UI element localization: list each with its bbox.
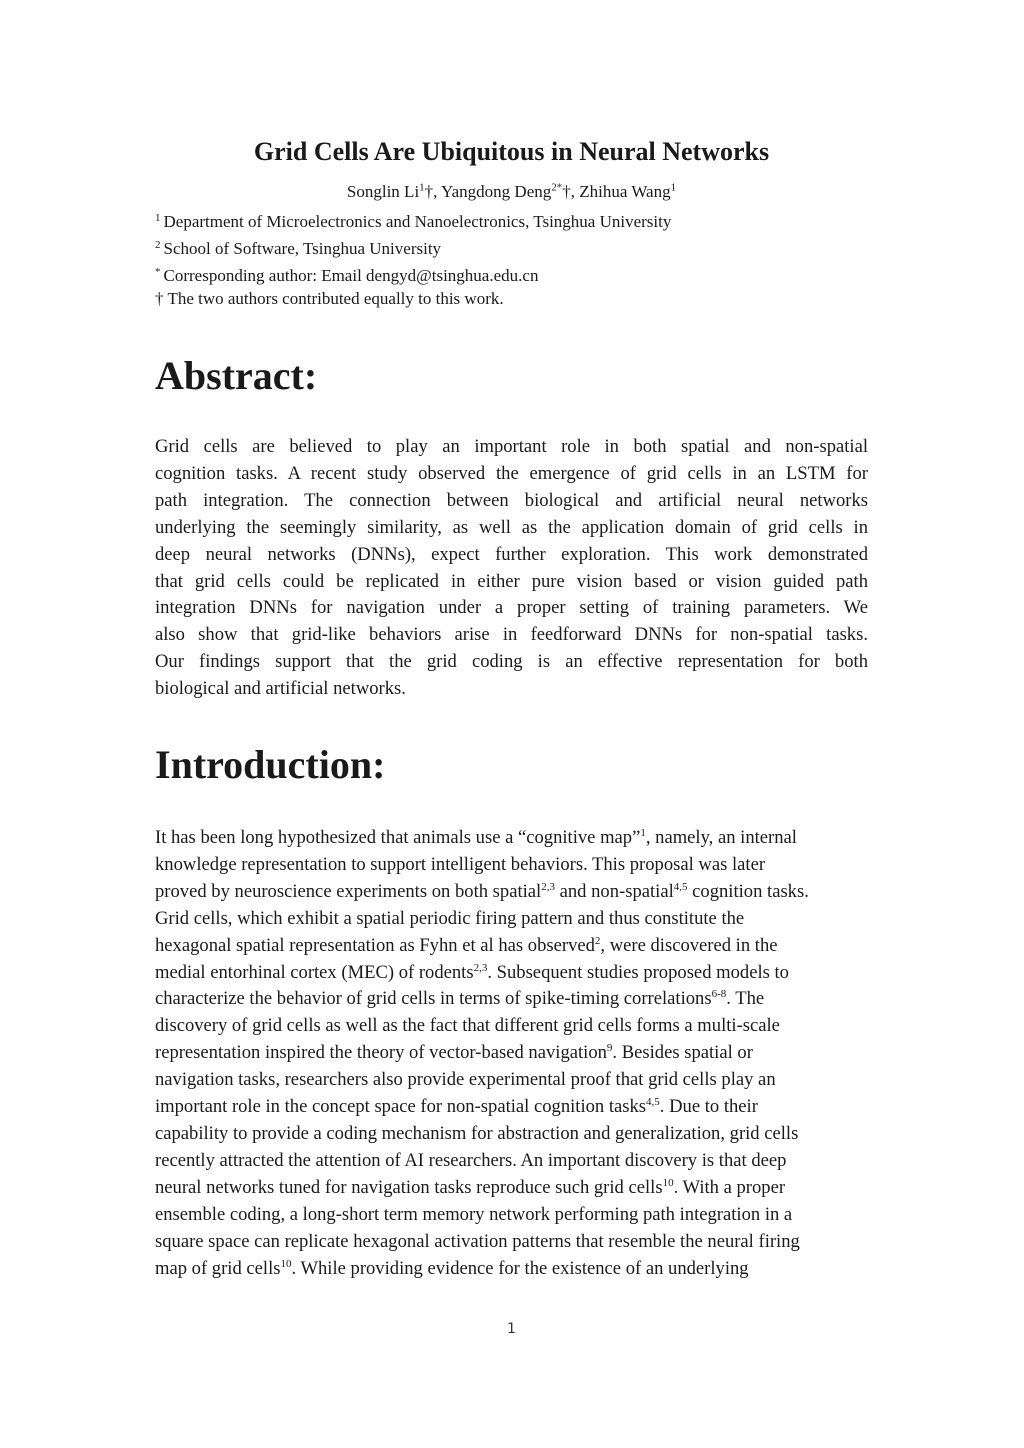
intro-line: representation inspired the theory of vector-based navigation$^9$. Besides spatial or	[155, 1042, 753, 1064]
citation: 6-8	[711, 988, 727, 1001]
introduction-heading: Introduction:	[155, 742, 386, 787]
abstract-line: integration DNNs for navigation under a proper setting of training parameters. We	[155, 597, 868, 619]
intro-line: ensemble coding, a long-short term memory network performing path integration in a	[155, 1203, 793, 1225]
introduction-body	[155, 825, 868, 1282]
intro-line: capability to provide a coding mechanism for abstraction and generalization, grid cells	[155, 1122, 799, 1144]
paper-title: Grid Cells Are Ubiquitous in Neural Networks	[253, 137, 770, 166]
equal-contribution-note	[155, 287, 504, 311]
author-separator: †,	[424, 182, 442, 201]
intro-line: proved by neuroscience experiments on both spatial$^{2,3}$ and non-spatial$^{4,5}$ cognition tasks.	[155, 880, 809, 902]
author-name: Songlin Li	[346, 182, 420, 201]
citation: 10	[662, 1176, 674, 1189]
intro-line: navigation tasks, researchers also provide experimental proof that grid cells play an	[155, 1069, 776, 1091]
abstract-line: underlying the seemingly similarity, as well as the application domain of grid cells in	[155, 516, 868, 538]
citation: 9	[606, 1042, 613, 1055]
intro-line: Grid cells, which exhibit a spatial periodic firing pattern and thus constitute the	[155, 907, 745, 929]
abstract-line: biological and artificial networks.	[155, 678, 406, 700]
intro-line: knowledge representation to support intelligent behaviors. This proposal was later	[155, 853, 766, 875]
affiliation-1	[155, 206, 671, 234]
page-number: 1	[507, 1321, 516, 1337]
affiliation-text: Department of Microelectronics and Nanoelectronics, Tsinghua University	[163, 212, 672, 231]
intro-line: characterize the behavior of grid cells in terms of spike-timing correlations$^{6-8}$. The	[155, 988, 765, 1010]
citation: 1	[640, 826, 646, 839]
intro-line: map of grid cells$^{10}$. While providing evidence for the existence of an underlying	[155, 1257, 749, 1279]
affiliation-text: School of Software, Tsinghua University	[163, 239, 442, 258]
abstract-line: Our findings support that the grid coding is an effective representation for both	[155, 651, 868, 673]
abstract-heading: Abstract:	[155, 353, 318, 398]
citation: 2,3	[541, 880, 555, 893]
abstract-body	[155, 434, 868, 703]
affiliation-mark: 2	[155, 239, 161, 251]
author-affiliation-mark: 1	[670, 181, 677, 194]
author-name: Zhihua Wang	[579, 182, 671, 201]
citation: 10	[280, 1257, 292, 1270]
citation: 2,3	[473, 961, 488, 974]
author-affiliation-mark: 1	[419, 181, 425, 194]
author-name: Yangdong Deng	[441, 182, 552, 201]
affiliation-2	[155, 233, 441, 261]
intro-line: square space can replicate hexagonal activation patterns that resemble the neural firing	[155, 1230, 800, 1252]
abstract-line: Grid cells are believed to play an important role in both spatial and non-spatial	[155, 436, 868, 457]
intro-line: recently attracted the attention of AI researchers. An important discovery is that deep	[155, 1149, 787, 1171]
abstract-line: that grid cells could be replicated in either pure vision based or vision guided path	[155, 570, 868, 592]
corresponding-author-note	[155, 260, 538, 288]
affiliation-text: Corresponding author: Email dengyd@tsinghua.edu.cn	[163, 266, 539, 285]
author-list	[155, 180, 868, 204]
paper-page	[155, 0, 875, 1448]
affiliation-text: The two authors contributed equally to this work.	[167, 289, 504, 308]
intro-line: neural networks tuned for navigation tasks reproduce such grid cells$^{10}$. With a proper	[155, 1176, 786, 1198]
affiliation-mark: 1	[155, 212, 161, 224]
citation: 4,5	[673, 880, 688, 893]
abstract-line: cognition tasks. A recent study observed the emergence of grid cells in an LSTM for	[155, 462, 868, 484]
intro-line: medial entorhinal cortex (MEC) of rodents$^{2,3}$. Subsequent studies proposed models to	[155, 961, 789, 983]
affiliation-mark: *	[155, 266, 161, 278]
citation: 4,5	[646, 1095, 660, 1108]
author-separator: †,	[562, 182, 580, 201]
affiliation-mark: †	[155, 289, 164, 308]
citation: 2	[594, 934, 601, 947]
abstract-line: deep neural networks (DNNs), expect further exploration. This work demonstrated	[155, 543, 868, 565]
author-affiliation-mark: 2*	[551, 181, 563, 194]
intro-line: hexagonal spatial representation as Fyhn et al has observed$^2$, were discovered in the	[155, 934, 778, 956]
abstract-line: also show that grid-like behaviors arise in feedforward DNNs for non-spatial tasks.	[155, 624, 868, 646]
intro-line: It has been long hypothesized that animals use a “cognitive map”$^1$, namely, an internal	[155, 826, 797, 848]
intro-line: important role in the concept space for non-spatial cognition tasks$^{4,5}$. Due to their	[155, 1095, 758, 1118]
intro-line: discovery of grid cells as well as the fact that different grid cells forms a multi-scale	[155, 1015, 780, 1037]
abstract-line: path integration. The connection between biological and artificial neural networks	[155, 489, 868, 511]
